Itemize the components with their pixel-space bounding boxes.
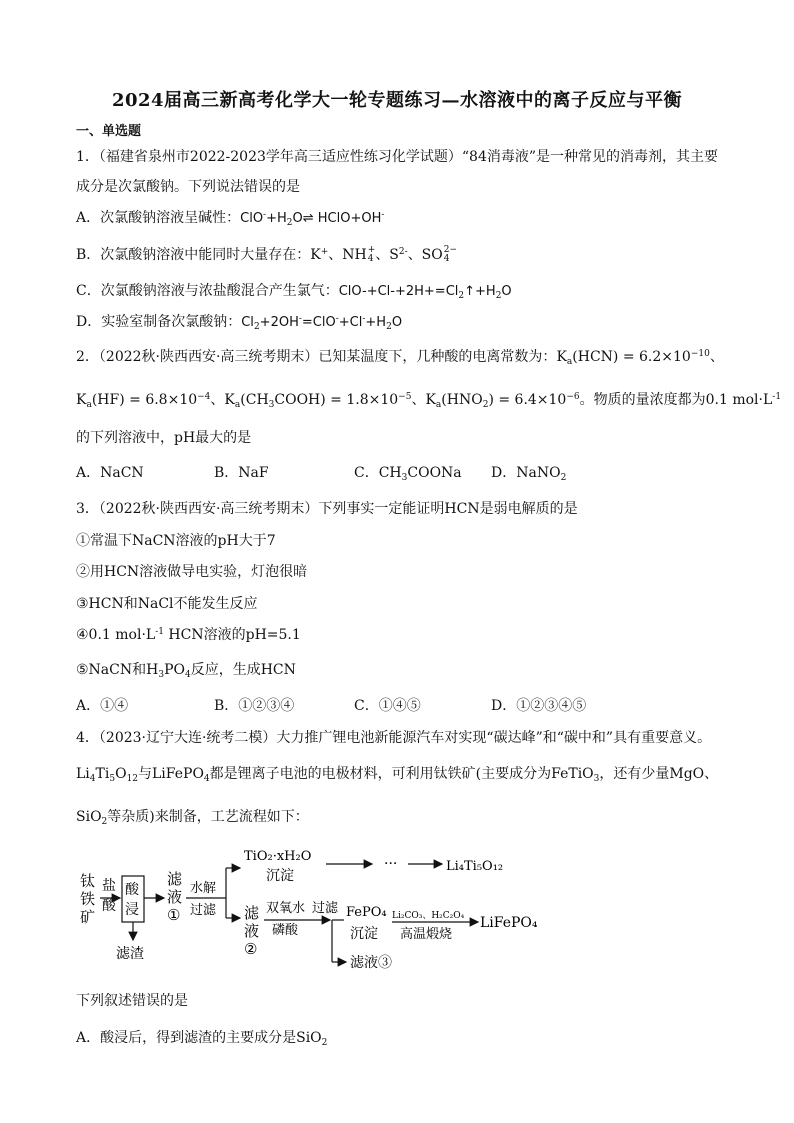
q1-option-c: C．次氯酸钠溶液与浓盐酸混合产生氯气：ClO-$+Cl-+2H+=Cl_2↑+H_2O$ (76, 283, 512, 301)
diagram-calcine-label: 高温煅烧 (400, 927, 453, 942)
diagram-acid-label-1: 盐 (102, 878, 116, 894)
diagram-filtrate1-label-3: ① (167, 906, 181, 924)
diagram-leach-label-1: 酸 (125, 882, 139, 898)
diagram-lto-label: Li₄Ti₅O₁₂ (446, 859, 504, 874)
diagram-h3po4-label: 磷酸 (272, 923, 299, 938)
diagram-filter2-label: 过滤 (312, 901, 339, 916)
diagram-dots-label: ··· (384, 856, 398, 872)
q2-option-a: A．NaCN (76, 465, 144, 481)
q3-option-b: B．①②③④ (214, 698, 295, 714)
diagram-residue-label: 滤渣 (116, 946, 144, 962)
q3-option-a: A．①④ (76, 698, 129, 714)
q1-option-a: A．次氯酸钠溶液呈碱性：$ClO^-+H_2O\rightleftharpoons$ HClO+OH- (76, 210, 385, 228)
diagram-h2o2-label: 双氧水 (266, 901, 306, 916)
q3-item-4: ④0.1 $mol\cdot L^{-1}$ HCN溶液的pH=5.1 (76, 627, 301, 643)
q2-option-d: D．NaNO$_2$ (491, 465, 567, 483)
q3-item-2: ②用HCN溶液做导电实验，灯泡很暗 (76, 564, 308, 580)
q4-stem-line2: $Li_4Ti_5O_{12}$与LiFePO$_4$都是锂离子电池的电极材料，可利用钛铁矿(主要成分为FeTiO$_3$，还有少量MgO、 (76, 766, 719, 784)
diagram-hydrolysis-label: 水解 (190, 881, 217, 896)
q4-stem-line1: 4．（2023·辽宁大连·统考二模）大力推广锂电池新能源汽车对实现“碳达峰”和“碳中和”具有重要意义。 (76, 730, 712, 746)
q4-option-a: A．酸浸后，得到滤渣的主要成分是SiO$_2$ (76, 1030, 328, 1048)
q1-option-d: D．实验室制备次氯酸钠：$Cl_2+2OH^-=ClO^-+Cl^-+H_2O$ (76, 314, 403, 332)
diagram-ore-label-2: 铁 (80, 890, 96, 908)
page-title: 2024届高三新高考化学大一轮专题练习—水溶液中的离子反应与平衡 (111, 90, 683, 111)
q4-stem-line3: SiO$_2$等杂质)来制备，工艺流程如下： (76, 809, 309, 827)
q4-stem-line4: 下列叙述错误的是 (76, 993, 188, 1009)
q2-stem-line2: $K_a(HF) = 6.8\times 10^{-4}$、$K_a(CH_3COOH) = 1.8\times 10^{-5}$、$K_a(HNO_2) = 6.4\times 10^{-6}$。物质的量浓度都为0.1 $mol\cdot L^{-1}$ (76, 392, 782, 410)
diagram-leach-label-2: 浸 (125, 902, 139, 918)
diagram-ore-label-1: 钛 (80, 872, 96, 890)
diagram-filter1-label: 过滤 (190, 903, 217, 918)
diagram-filtrate2-label-2: 液 (244, 922, 260, 940)
diagram-reagents-label: Li₂CO₃、H₂C₂O₄ (392, 911, 465, 921)
diagram-ore-label-3: 矿 (80, 908, 96, 926)
diagram-tio2-label: TiO₂·xH₂O (244, 849, 312, 864)
diagram-filtrate1-label-2: 液 (167, 888, 183, 906)
q3-item-5: ⑤NaCN和$H_3PO_4$反应，生成HCN (76, 662, 296, 680)
q3-option-d: D．①②③④⑤ (491, 698, 587, 714)
diagram-filtrate2-label-3: ② (244, 940, 258, 958)
q2-options (76, 462, 566, 483)
q2-stem-line1: 2．（2022秋·陕西西安·高三统考期末）已知某温度下，几种酸的电离常数为：$K_a(HCN) = 6.2\times 10^{-10}$、 (76, 349, 724, 367)
q2-option-b: B．NaF (214, 465, 269, 481)
q2-stem-line3: 的下列溶液中，pH最大的是 (76, 430, 252, 446)
q3-item-1: ①常温下NaCN溶液的pH大于7 (76, 533, 276, 549)
diagram-acid-label-2: 酸 (102, 898, 116, 914)
q3-stem: 3．（2022秋·陕西西安·高三统考期末）下列事实一定能证明HCN是弱电解质的是 (76, 501, 578, 517)
equilibrium-arrow-icon: ⇌ (302, 211, 314, 226)
process-flow-diagram (74, 840, 574, 980)
q2-option-c: C．$CH_3COONa$ (354, 465, 462, 483)
diagram-precip1-label: 沉淀 (266, 868, 294, 884)
q3-options (76, 695, 586, 715)
q1-option-b: B．次氯酸钠溶液中能同时大量存在：K+、NH + 4 、$S^{2-}$、SO 2− 4 (76, 245, 458, 264)
diagram-filtrate3-label: 滤液③ (350, 955, 392, 971)
diagram-precip2-label: 沉淀 (350, 926, 378, 942)
q3-item-3: ③HCN和NaCl不能发生反应 (76, 596, 258, 612)
diagram-lifepo4-label: LiFePO₄ (480, 915, 538, 931)
diagram-filtrate2-label-1: 滤 (244, 904, 260, 922)
diagram-fepo4-label: FePO₄ (346, 905, 387, 920)
diagram-filtrate1-label-1: 滤 (167, 870, 183, 888)
q1-stem-line1: 1．（福建省泉州市2022-2023学年高三适应性练习化学试题）“84消毒液”是一种常见的消毒剂，其主要 (76, 149, 719, 165)
q3-option-c: C．①④⑤ (354, 698, 421, 714)
section-heading: 一、单选题 (76, 124, 142, 139)
q1-stem-line2: 成分是次氯酸钠。下列说法错误的是 (76, 179, 300, 195)
